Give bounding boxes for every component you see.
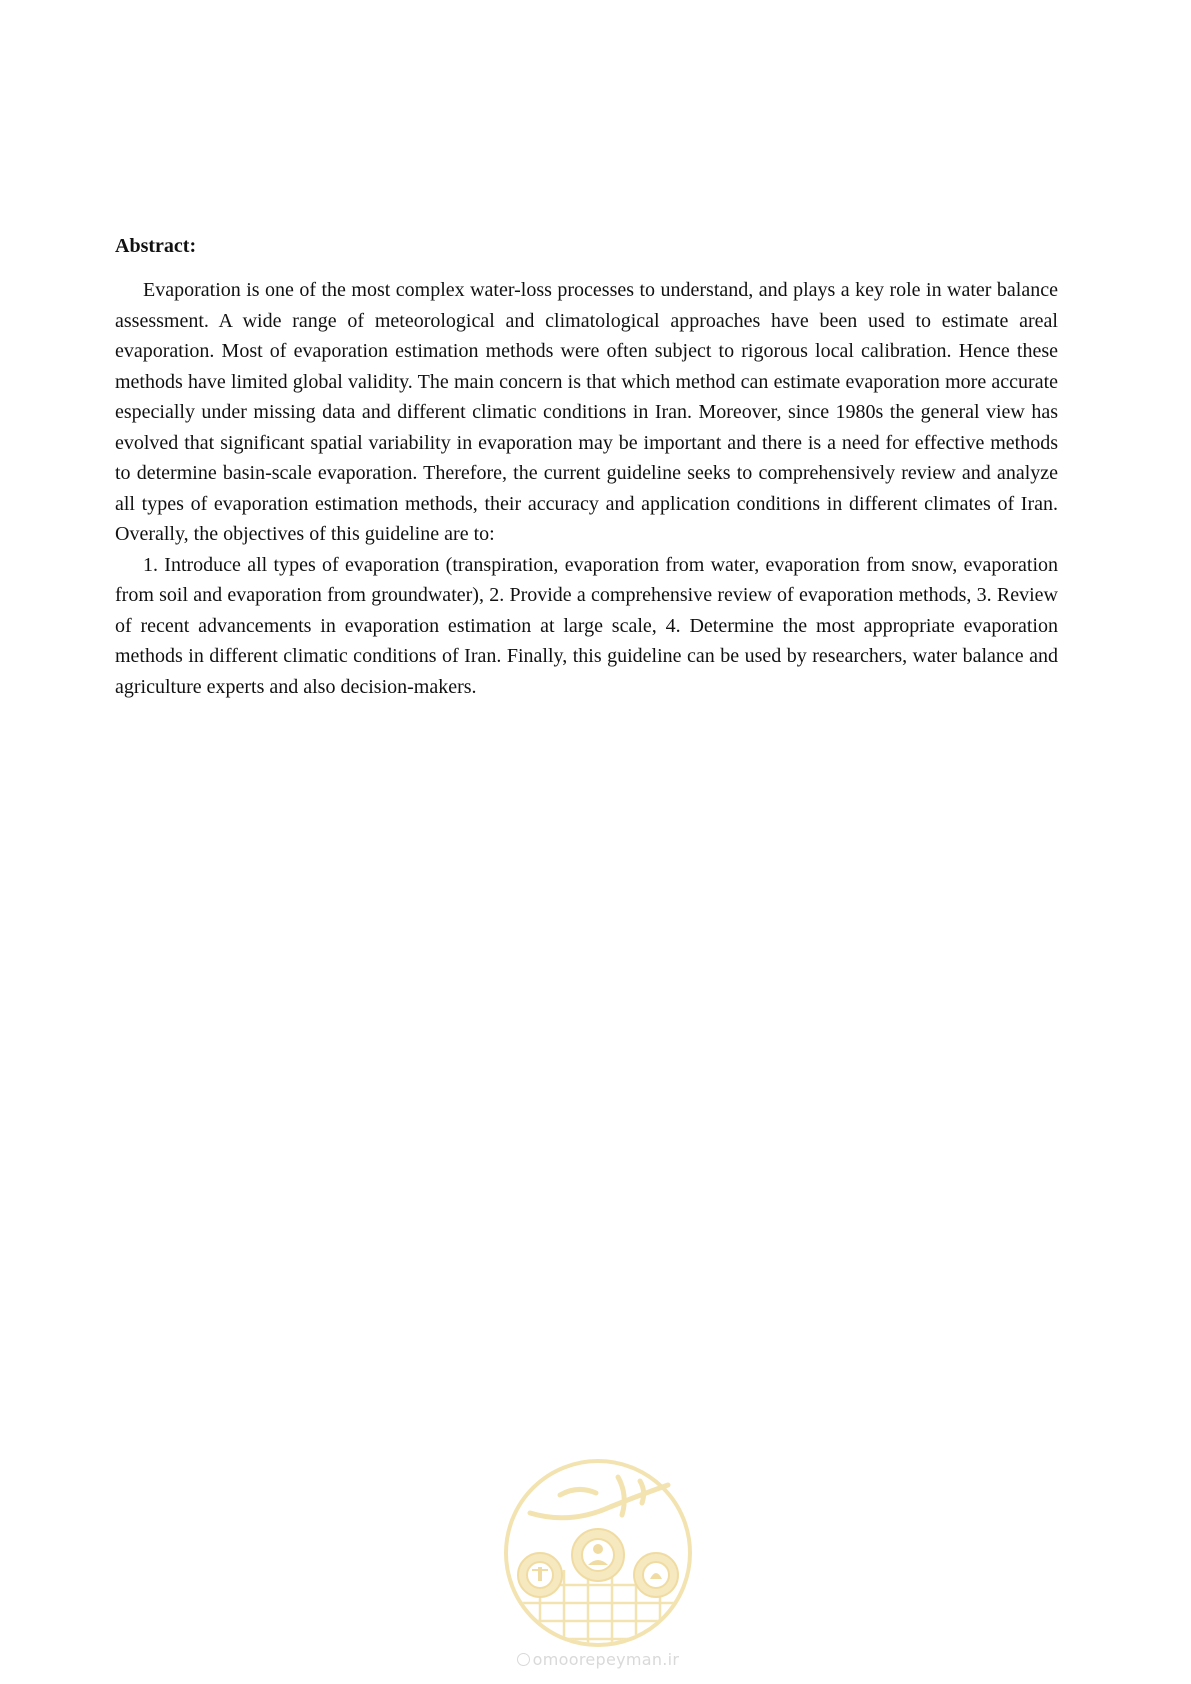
abstract-paragraph-1: Evaporation is one of the most complex water-loss processes to understand, and plays a key role in water balance assessment. A wide range of meteorological and climatological approaches have been used to estimate areal evaporation. Most of evaporation estimation methods were often subject to rigorous local calibration. Hence these methods have limited global validity. The main concern is that which method can estimate evaporation more accurate especially under missing data and different climatic conditions in Iran. Moreover, since 1980s the general view has evolved that significant spatial variability in evaporation may be important and there is a need for effective methods to determine basin-scale evaporation. Therefore, the current guideline seeks to comprehensively review and analyze all types of evaporation estimation methods, their accuracy and application conditions in different climates of Iran. Overally, the objectives of this guideline are to: (115, 279, 1058, 545)
watermark-logo-text: امور پیمان (595, 1527, 601, 1528)
abstract-heading (115, 233, 1058, 259)
abstract-paragraph-2: 1. Introduce all types of evaporation (transpiration, evaporation from water, evaporation from snow, evaporation from soil and evaporation from groundwater), 2. Provide a comprehensive review of evaporation methods, 3. Review of recent advancements in evaporation estimation at large scale, 4. Determine the most appropriate evaporation methods in different climatic conditions of Iran. Finally, this guideline can be used by researchers, water balance and agriculture experts and also decision-makers. (115, 553, 1058, 698)
globe-icon (517, 1653, 530, 1666)
abstract-heading-text: Abstract (115, 235, 190, 257)
watermark-logo (500, 1455, 696, 1651)
abstract-section (115, 233, 1058, 702)
abstract-heading-colon: : (189, 235, 197, 257)
watermark-url (500, 1650, 696, 1669)
watermark-url-text: omoorepeyman.ir (532, 1650, 680, 1669)
